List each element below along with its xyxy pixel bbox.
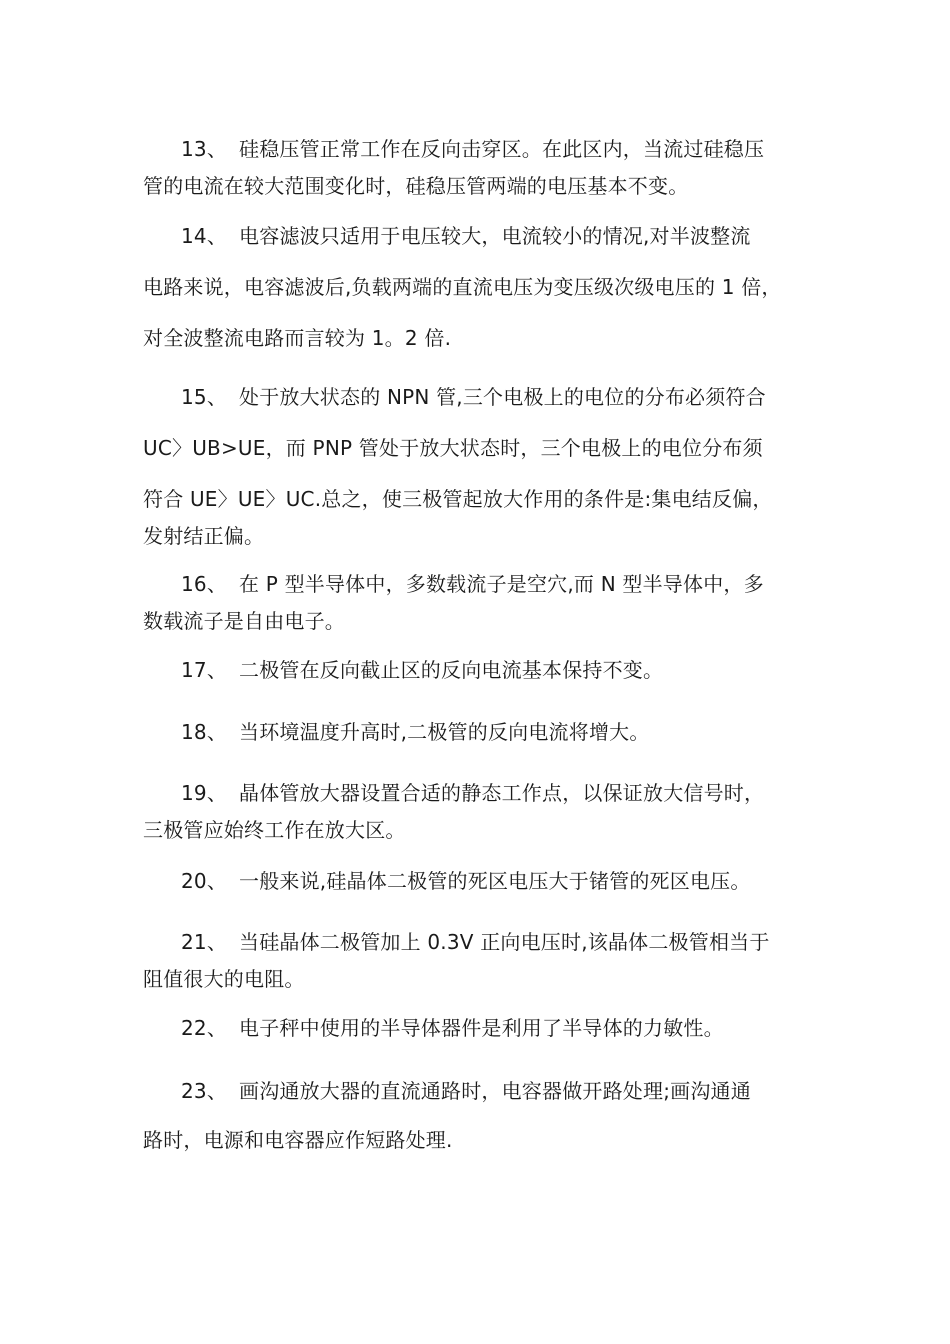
item-number: 22、	[181, 1016, 228, 1040]
item-text-line: 电容滤波只适用于电压较大，电流较小的情况,对半波整流	[239, 224, 751, 248]
item-text-line: 阻值很大的电阻。	[143, 967, 305, 991]
item-number: 23、	[181, 1079, 228, 1103]
item-text-line: 三极管应始终工作在放大区。	[143, 818, 406, 842]
item-text-line: 数载流子是自由电子。	[143, 609, 345, 633]
list-item	[143, 224, 843, 350]
item-text-line: 当环境温度升高时,二极管的反向电流将增大。	[239, 720, 650, 744]
item-text-line: 处于放大状态的 NPN 管,三个电极上的电位的分布必须符合	[239, 385, 766, 409]
item-number: 16、	[181, 572, 228, 596]
item-text-line: 在 P 型半导体中，多数载流子是空穴,而 N 型半导体中，多	[239, 572, 764, 596]
item-text-line: 对全波整流电路而言较为 1。2 倍.	[143, 326, 452, 350]
list-item	[143, 572, 843, 633]
item-text-line: 硅稳压管正常工作在反向击穿区。在此区内，当流过硅稳压	[239, 137, 765, 161]
list-item	[143, 137, 843, 198]
list-item	[143, 1079, 843, 1152]
item-text-line: UC〉UB>UE，而 PNP 管处于放大状态时，三个电极上的电位分布须	[143, 436, 763, 460]
item-number: 13、	[181, 137, 228, 161]
list-item	[143, 930, 843, 991]
item-number: 17、	[181, 658, 228, 682]
item-text-line: 电子秤中使用的半导体器件是利用了半导体的力敏性。	[239, 1016, 724, 1040]
item-number: 19、	[181, 781, 228, 805]
item-number: 14、	[181, 224, 228, 248]
item-text-line: 画沟通放大器的直流通路时，电容器做开路处理;画沟通通	[239, 1079, 751, 1103]
list-item	[143, 658, 843, 682]
item-text-line: 符合 UE〉UE〉UC.总之，使三极管起放大作用的条件是:集电结反偏，	[143, 487, 773, 511]
item-text-line: 二极管在反向截止区的反向电流基本保持不变。	[239, 658, 664, 682]
item-text-line: 晶体管放大器设置合适的静态工作点，以保证放大信号时，	[239, 781, 765, 805]
item-text-line: 管的电流在较大范围变化时，硅稳压管两端的电压基本不变。	[143, 174, 689, 198]
item-text-line: 一般来说,硅晶体二极管的死区电压大于锗管的死区电压。	[239, 869, 751, 893]
list-item	[143, 720, 843, 744]
list-item	[143, 1016, 843, 1040]
list-item	[143, 385, 843, 548]
item-text-line: 电路来说，电容滤波后,负载两端的直流电压为变压级次级电压的 1 倍，	[143, 275, 782, 299]
item-number: 21、	[181, 930, 228, 954]
list-item	[143, 781, 843, 842]
item-number: 20、	[181, 869, 228, 893]
item-number: 15、	[181, 385, 228, 409]
item-text-line: 发射结正偏。	[143, 524, 265, 548]
item-number: 18、	[181, 720, 228, 744]
item-text-line: 当硅晶体二极管加上 0.3V 正向电压时,该晶体二极管相当于	[239, 930, 770, 954]
item-text-line: 路时，电源和电容器应作短路处理.	[143, 1128, 453, 1152]
list-item	[143, 869, 843, 893]
